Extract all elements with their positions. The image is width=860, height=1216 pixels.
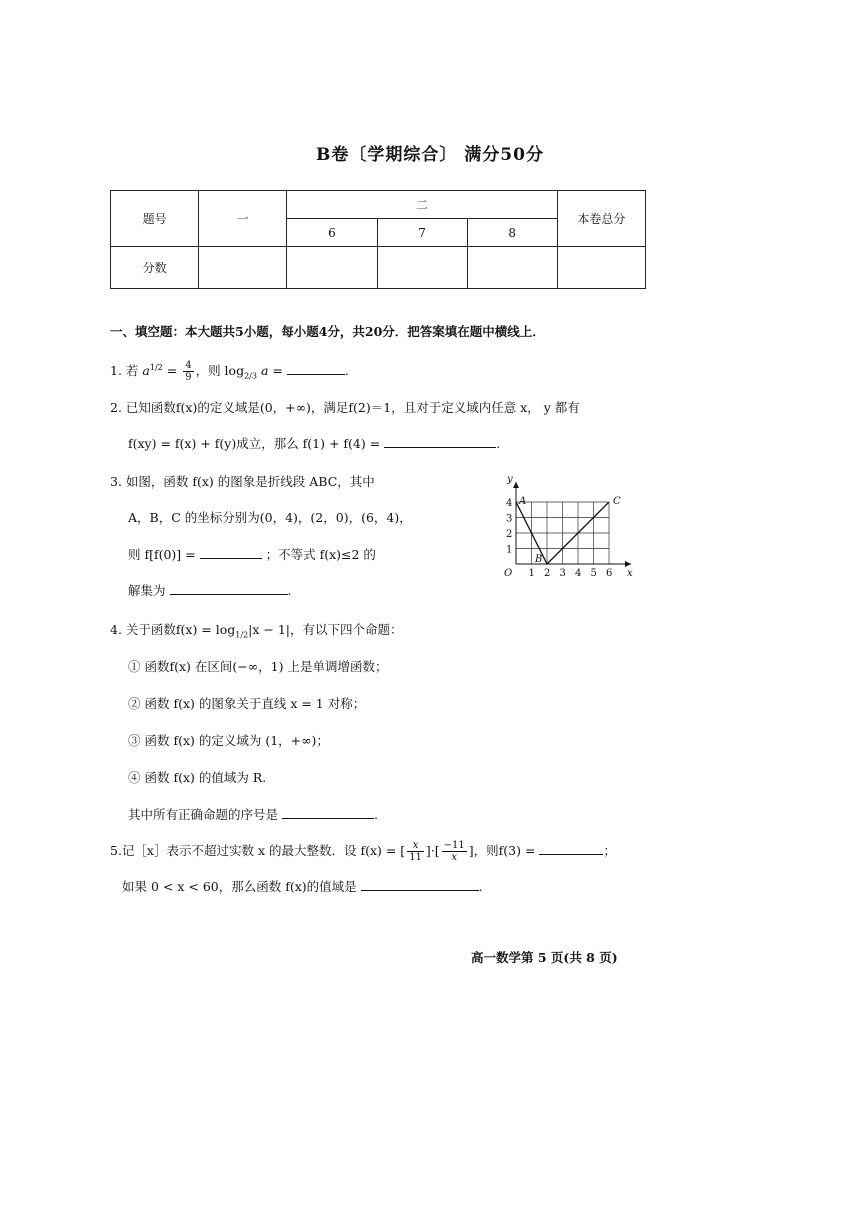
answer-blank-q5b[interactable] <box>361 880 479 891</box>
header-part-one: 一 <box>199 191 287 247</box>
x-tick-label: 3 <box>559 568 566 579</box>
question-5-line-2: 如果 0 < x < 60，那么函数 f(x)的值域是 . <box>122 879 483 894</box>
graph-grid <box>516 502 609 564</box>
header-total: 本卷总分 <box>557 191 645 247</box>
section-heading: 一、填空题：本大题共5小题，每小题4分，共20分．把答案填在题中横线上． <box>110 324 545 339</box>
origin-label: O <box>504 568 513 579</box>
proposition-3: ③ 函数 f(x) 的定义域为 (1，+∞)； <box>128 733 329 748</box>
fraction-x-11: $\frac{x}{11}$ <box>409 840 422 863</box>
y-tick-label: 3 <box>506 513 513 525</box>
page-footer: 高一数学第 5 页(共 8 页) <box>471 950 618 965</box>
question-3-line-3: 则 f[f(0)] = ；不等式 f(x)≤2 的 <box>128 547 376 562</box>
score-cell-q6[interactable] <box>287 247 377 289</box>
graph-labels <box>504 474 633 579</box>
score-table <box>110 190 646 289</box>
header-q6: 6 <box>287 219 377 247</box>
question-2-line-1: 2. 已知函数f(x)的定义域是(0，+∞)，满足f(2)＝1，且对于定义域内任意 x， y 都有 <box>110 400 580 415</box>
graph-axes <box>513 482 631 567</box>
y-tick-label: 1 <box>506 544 513 556</box>
answer-blank-q3a[interactable] <box>200 548 262 559</box>
fraction-neg11-x: $\frac{-11}{x}$ <box>443 840 465 863</box>
proposition-4: ④ 函数 f(x) 的值域为 R. <box>128 770 267 785</box>
question-3-line-1: 3. 如图，函数 f(x) 的图象是折线段 ABC，其中 <box>110 474 375 489</box>
x-axis-arrow <box>625 561 631 567</box>
x-tick-label: 2 <box>544 568 551 579</box>
answer-blank-q1[interactable] <box>287 364 345 375</box>
proposition-2: ② 函数 f(x) 的图象关于直线 x = 1 对称； <box>128 696 366 711</box>
question-3-line-4: 解集为 . <box>128 583 292 598</box>
question-4-line-1: 4. 关于函数$f(x) = \log_{1/2}|x - 1|$，有以下四个命题： <box>110 622 403 640</box>
score-cell-q8[interactable] <box>467 247 557 289</box>
score-cell-total[interactable] <box>557 247 645 289</box>
score-row-label: 分数 <box>111 247 199 289</box>
fraction-4-9: $\frac{4}{9}$ <box>185 360 192 383</box>
score-cell-q7[interactable] <box>377 247 467 289</box>
page-title: B卷〔学期综合〕 满分50分 <box>316 145 544 165</box>
y-tick-label: 2 <box>506 529 513 540</box>
y-axis-label: y <box>507 474 513 485</box>
answer-blank-q4[interactable] <box>282 808 374 819</box>
x-axis-label: x <box>627 568 633 579</box>
header-question-no: 题号 <box>111 191 199 247</box>
point-label-a: A <box>519 496 527 507</box>
x-tick-label: 5 <box>590 568 597 579</box>
header-q7: 7 <box>377 219 467 247</box>
abc-graph <box>496 460 646 580</box>
x-tick-label: 1 <box>528 568 535 579</box>
header-q8: 8 <box>467 219 557 247</box>
answer-blank-q2[interactable] <box>384 437 496 448</box>
score-cell-one[interactable] <box>199 247 287 289</box>
question-1: 1. 若 $a^{1/2}$ = $\frac{4}{9}$ ，则 $\log_{2/3} a$ = . <box>110 360 349 383</box>
question-4-ask: 其中所有正确命题的序号是 . <box>128 807 378 822</box>
answer-blank-q5a[interactable] <box>539 844 603 855</box>
x-tick-label: 6 <box>606 568 613 579</box>
point-label-c: C <box>613 496 621 507</box>
proposition-1: ① 函数f(x) 在区间(−∞，1) 上是单调增函数； <box>128 659 388 674</box>
answer-blank-q3b[interactable] <box>170 584 288 595</box>
question-2-line-2: f(xy) = f(x) + f(y)成立，那么 f(1) + f(4) = . <box>128 436 501 451</box>
point-label-b: B <box>535 554 543 565</box>
y-tick-label: 4 <box>506 498 513 509</box>
question-3-line-2: A，B，C 的坐标分别为(0，4)，(2，0)，(6，4)， <box>128 510 412 525</box>
x-tick-label: 4 <box>575 568 582 579</box>
header-part-two: 二 <box>287 191 557 219</box>
question-5-line-1: 5.记［x］表示不超过实数 x 的最大整数．设 f(x) = [ $\frac{x}{11}$ ]·[ $\frac{-11}{x}$ ]，则f(3) = ； <box>110 840 616 863</box>
y-axis-arrow <box>513 482 519 488</box>
